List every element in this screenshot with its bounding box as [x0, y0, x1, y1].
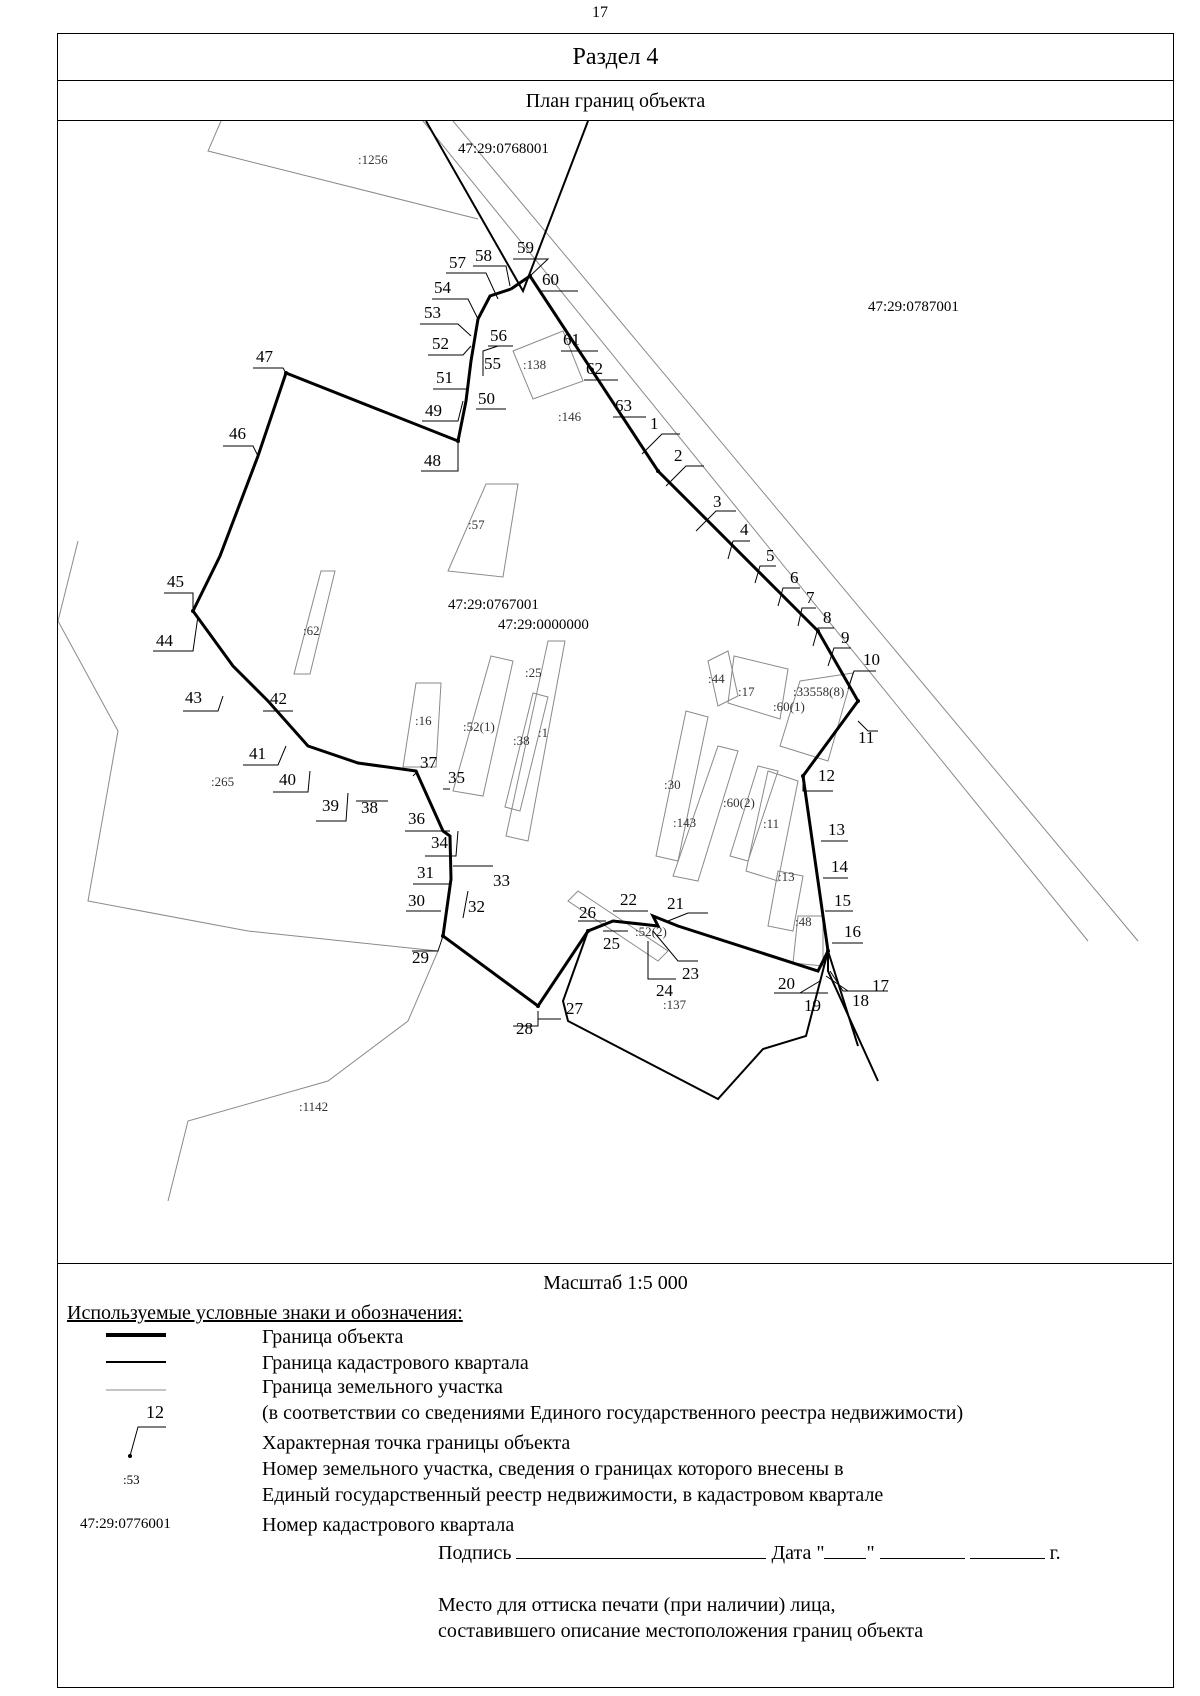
- svg-text:9: 9: [841, 628, 850, 647]
- point-label-37: [420, 753, 438, 772]
- parcel-label: :1256: [358, 152, 388, 167]
- date-month-line[interactable]: [880, 1540, 965, 1559]
- svg-text:3: 3: [713, 492, 722, 511]
- svg-text:21: 21: [667, 894, 684, 913]
- point-label-48: [424, 451, 441, 470]
- extension-loop: [563, 931, 858, 1099]
- rear-boundary: [828, 951, 878, 1081]
- point-label-46: [229, 424, 246, 443]
- parcel-label: :16: [415, 713, 432, 728]
- point-label-9: [841, 628, 850, 647]
- signature-row: [438, 1540, 1061, 1565]
- parcel-label: :62: [303, 623, 320, 638]
- point-label-13: [828, 820, 845, 839]
- legend-title: Используемые условные знаки и обозначения:: [67, 1302, 463, 1324]
- point-label-60: [542, 270, 559, 289]
- point-label-4: [740, 520, 749, 539]
- year-suffix: г.: [1049, 1542, 1061, 1564]
- svg-text:20: 20: [778, 974, 795, 993]
- quarter-label: 47:29:0000000: [498, 617, 589, 633]
- legend-parcel-boundary-source: (в соответствии со сведениями Единого государственного реестра недвижимости): [262, 1402, 964, 1424]
- parcel-label: :33558(8): [793, 684, 845, 699]
- parcel-label: :30: [664, 777, 681, 792]
- point-label-34: [431, 833, 449, 852]
- point-label-61: [563, 330, 580, 349]
- quarter-label: 47:29:0768001: [458, 141, 549, 157]
- svg-text:34: 34: [431, 833, 448, 852]
- scale-label: Масштаб 1:5 000: [543, 1272, 688, 1294]
- point-label-49: [425, 401, 442, 420]
- point-label-28: [516, 1019, 533, 1038]
- date-quote: ": [866, 1542, 875, 1564]
- legend-parcel-boundary: Граница земельного участка: [262, 1376, 503, 1398]
- point-label-10: [863, 650, 880, 669]
- point-label-31: [417, 863, 434, 882]
- svg-text:14: 14: [831, 857, 848, 876]
- parcel-label: :143: [673, 815, 697, 830]
- point-label-18: [852, 991, 869, 1010]
- svg-text:50: 50: [478, 389, 495, 408]
- parcel-1256-boundary: [208, 121, 478, 219]
- point-label-45: [167, 572, 184, 591]
- point-label-36: [408, 809, 425, 828]
- point-label-27: [566, 999, 584, 1018]
- parcel-label: :13: [778, 869, 795, 884]
- parcel-label: :52(2): [635, 924, 667, 939]
- parcel-label: :137: [663, 997, 687, 1012]
- legend-parcel-number: Номер земельного участка, сведения о границах которого внесены в: [262, 1458, 844, 1480]
- svg-text:11: 11: [858, 728, 875, 747]
- legend-area: [58, 1264, 1173, 1684]
- svg-text:51: 51: [436, 368, 453, 387]
- svg-text:17: 17: [872, 976, 889, 995]
- svg-text:56: 56: [490, 326, 507, 345]
- svg-text:33: 33: [493, 871, 510, 890]
- stamp-line-2: составившего описание местоположения границ объекта: [438, 1620, 924, 1642]
- svg-text:25: 25: [603, 934, 620, 953]
- point-label-8: [823, 608, 832, 627]
- point-label-32: [468, 897, 485, 916]
- quarter-boundary-symbol: [106, 1360, 166, 1364]
- parcel-38-boundary: [505, 693, 548, 811]
- point-label-15: [834, 891, 851, 910]
- point-label-50: [478, 389, 495, 408]
- signature-label: Подпись: [438, 1542, 512, 1564]
- svg-text:61: 61: [563, 330, 580, 349]
- parcel-label: :17: [738, 684, 755, 699]
- point-label-51: [436, 368, 453, 387]
- parcel-label: :57: [468, 517, 485, 532]
- svg-text:26: 26: [579, 903, 596, 922]
- point-label-39: [322, 796, 339, 815]
- point-label-25: [603, 934, 620, 953]
- legend-quarter-boundary: Граница кадастрового квартала: [262, 1352, 529, 1374]
- point-label-16: [844, 922, 861, 941]
- parcel-number-sample: :53: [123, 1472, 140, 1487]
- svg-text:32: 32: [468, 897, 485, 916]
- point-label-26: [579, 903, 596, 922]
- svg-text:19: 19: [804, 996, 821, 1015]
- parcel-label: :1142: [299, 1099, 329, 1114]
- point-label-42: [270, 689, 287, 708]
- legend-quarter-number: Номер кадастрового квартала: [262, 1514, 515, 1536]
- svg-text:46: 46: [229, 424, 246, 443]
- svg-text:42: 42: [270, 689, 287, 708]
- svg-text:55: 55: [484, 354, 501, 373]
- point-sample-number: 12: [146, 1402, 164, 1422]
- svg-text:8: 8: [823, 608, 832, 627]
- road-edge-right: [453, 121, 1138, 941]
- quarter-number-sample: 47:29:0776001: [80, 1516, 171, 1532]
- svg-text:52: 52: [432, 334, 449, 353]
- point-markers: [191, 274, 860, 1008]
- point-label-19: [804, 996, 821, 1015]
- point-label-22: [620, 890, 637, 909]
- plan-title: План границ объекта: [58, 81, 1173, 121]
- svg-text:30: 30: [408, 891, 425, 910]
- svg-text:48: 48: [424, 451, 441, 470]
- svg-text:53: 53: [424, 303, 441, 322]
- parcel-label: :1: [538, 725, 549, 740]
- svg-text:38: 38: [361, 798, 378, 817]
- svg-text:44: 44: [156, 631, 173, 650]
- date-year-line[interactable]: [970, 1540, 1045, 1559]
- svg-text:43: 43: [185, 688, 202, 707]
- point-label-3: [713, 492, 722, 511]
- page-number: 17: [592, 4, 608, 21]
- svg-text:49: 49: [425, 401, 442, 420]
- svg-text:62: 62: [586, 359, 603, 378]
- svg-text:13: 13: [828, 820, 845, 839]
- point-label-57: [449, 253, 467, 272]
- point-label-62: [586, 359, 603, 378]
- svg-text:15: 15: [834, 891, 851, 910]
- parcel-label: :60(2): [723, 795, 755, 810]
- point-label-35: [448, 768, 465, 787]
- point-label-63: [615, 396, 632, 415]
- svg-text:63: 63: [615, 396, 632, 415]
- parcel-boundaries: [58, 121, 1138, 1201]
- document-frame: [57, 33, 1174, 1688]
- legend-object-boundary: Граница объекта: [262, 1326, 404, 1348]
- svg-text:24: 24: [656, 981, 673, 1000]
- svg-text:45: 45: [167, 572, 184, 591]
- date-label: Дата ": [771, 1542, 825, 1564]
- point-label-58: [475, 246, 492, 265]
- point-label-7: [806, 588, 815, 607]
- svg-text:40: 40: [279, 770, 296, 789]
- parcel-265-boundary: [58, 541, 438, 951]
- point-label-59: [517, 238, 534, 257]
- parcel-label: :52(1): [463, 719, 495, 734]
- point-label-2: [674, 446, 683, 465]
- quarter-label: 47:29:0787001: [868, 299, 959, 315]
- quarter-label: 47:29:0767001: [448, 597, 539, 613]
- legend-parcel-number-cont: Единый государственный реестр недвижимости, в кадастровом квартале: [262, 1484, 884, 1506]
- parcel-label: :48: [795, 914, 812, 929]
- section-title: Раздел 4: [58, 34, 1173, 81]
- point-symbol: [126, 1424, 176, 1458]
- point-label-56: [490, 326, 507, 345]
- point-label-14: [831, 857, 849, 876]
- point-label-54: [434, 278, 452, 297]
- point-label-41: [249, 744, 266, 763]
- svg-text:39: 39: [322, 796, 339, 815]
- parcel-143-boundary: [673, 746, 738, 881]
- parcel-label: :38: [513, 733, 530, 748]
- parcel-label: :146: [558, 409, 582, 424]
- parcel-boundary-symbol: [106, 1388, 166, 1392]
- point-label-17: [872, 976, 890, 995]
- svg-text:1: 1: [650, 414, 659, 433]
- svg-text:31: 31: [417, 863, 434, 882]
- svg-text:23: 23: [682, 964, 699, 983]
- svg-text:29: 29: [412, 948, 429, 967]
- object-boundary-line: [193, 276, 858, 1006]
- parcel-label: :60(1): [773, 699, 805, 714]
- object-boundary: [193, 276, 878, 1099]
- parcel-60-2-boundary: [730, 766, 778, 861]
- point-label-1: [650, 414, 659, 433]
- point-label-20: [778, 974, 795, 993]
- svg-text:27: 27: [566, 999, 583, 1018]
- legend-point: Характерная точка границы объекта: [262, 1432, 571, 1454]
- svg-text:36: 36: [408, 809, 425, 828]
- parcel-1142-boundary: [168, 951, 438, 1201]
- map-canvas: [58, 121, 1172, 1264]
- svg-text:16: 16: [844, 922, 861, 941]
- svg-text:28: 28: [516, 1019, 533, 1038]
- point-label-12: [818, 766, 835, 785]
- svg-text:41: 41: [249, 744, 266, 763]
- stamp-line-1: Место для оттиска печати (при наличии) лица,: [438, 1594, 836, 1616]
- parcel-labels: [211, 152, 844, 1114]
- svg-text:54: 54: [434, 278, 451, 297]
- svg-text:47: 47: [256, 347, 273, 366]
- svg-text:58: 58: [475, 246, 492, 265]
- parcel-label: :138: [523, 357, 547, 372]
- point-label-23: [682, 964, 699, 983]
- svg-text:10: 10: [863, 650, 880, 669]
- parcel-label: :44: [708, 671, 725, 686]
- point-label-53: [424, 303, 441, 322]
- point-label-40: [279, 770, 296, 789]
- point-label-44: [156, 631, 174, 650]
- point-label-47: [256, 347, 274, 366]
- object-boundary-symbol: [106, 1332, 166, 1338]
- parcel-label: :265: [211, 774, 235, 789]
- point-label-52: [432, 334, 449, 353]
- svg-text:35: 35: [448, 768, 465, 787]
- parcel-label: :25: [525, 665, 542, 680]
- svg-text:22: 22: [620, 890, 637, 909]
- point-label-30: [408, 891, 425, 910]
- leader-lines: [153, 259, 888, 1026]
- svg-text:59: 59: [517, 238, 534, 257]
- svg-text:2: 2: [674, 446, 683, 465]
- svg-text:12: 12: [818, 766, 835, 785]
- svg-text:7: 7: [806, 588, 815, 607]
- svg-text:6: 6: [790, 568, 799, 587]
- svg-text:37: 37: [420, 753, 437, 772]
- quarter-labels: [448, 141, 959, 633]
- svg-text:4: 4: [740, 520, 749, 539]
- svg-text:60: 60: [542, 270, 559, 289]
- svg-text:57: 57: [449, 253, 466, 272]
- point-label-5: [766, 546, 775, 565]
- parcel-label: :11: [763, 816, 780, 831]
- point-label-6: [790, 568, 799, 587]
- date-day-line[interactable]: [824, 1540, 866, 1559]
- boundary-plan-map: [58, 121, 1172, 1264]
- point-label-21: [667, 894, 684, 913]
- point-label-33: [493, 871, 510, 890]
- point-label-43: [185, 688, 202, 707]
- signature-line[interactable]: [516, 1540, 766, 1559]
- svg-text:18: 18: [852, 991, 869, 1010]
- point-label-24: [656, 981, 674, 1000]
- svg-text:5: 5: [766, 546, 775, 565]
- point-label-55: [484, 354, 501, 373]
